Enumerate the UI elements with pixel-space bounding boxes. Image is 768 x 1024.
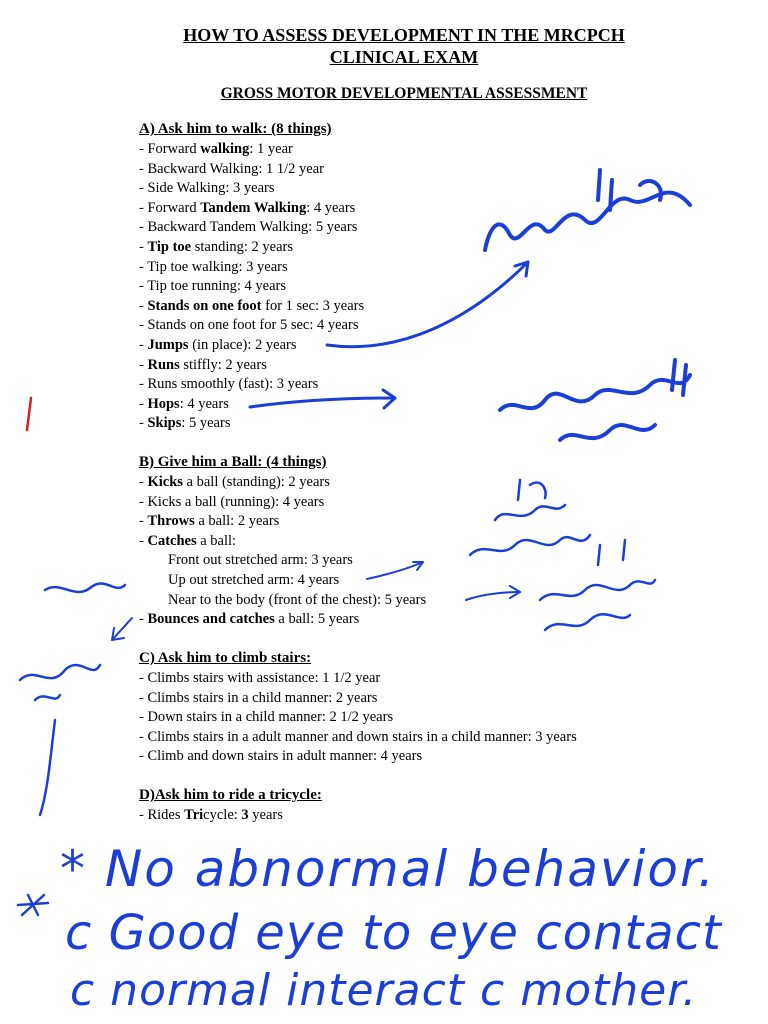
star-icon <box>18 895 48 915</box>
jumps-arrowhead <box>515 262 528 276</box>
document-title-line-2: CLINICAL EXAM <box>329 47 479 67</box>
red-margin-mark <box>27 398 31 430</box>
list-item-text: - Climbs stairs with assistance: 1 1/2 year <box>139 670 381 686</box>
list-item <box>139 669 380 689</box>
section-b-heading: B) Give him a Ball: (4 things) <box>139 454 327 470</box>
list-item-text: - <box>139 337 148 353</box>
list-item-text: : 4 years <box>179 395 229 412</box>
list-item-bold-text: Tandem Walking <box>200 199 307 216</box>
list-item <box>139 179 274 199</box>
list-item-text: - Tip toe running: 4 years <box>139 278 287 295</box>
list-item-text: - <box>139 297 148 314</box>
list-item <box>139 395 229 415</box>
handwritten-note-2: c Good eye to eye contact <box>65 905 722 961</box>
list-item-bold-text: 3 <box>241 807 249 823</box>
list-item <box>139 336 296 356</box>
list-item-text: - Runs smoothly (fast): 3 years <box>139 376 319 393</box>
list-item <box>168 591 426 611</box>
list-item-text: - Rides <box>139 807 185 823</box>
list-item-text: : 1 year <box>249 141 293 157</box>
list-item <box>139 297 364 317</box>
hops-arrowhead <box>383 390 395 408</box>
list-item <box>139 258 288 278</box>
list-item <box>139 356 267 376</box>
list-item <box>139 610 359 630</box>
list-item-text: : 4 years <box>306 199 356 216</box>
list-item-text: - <box>139 474 148 490</box>
list-item-text: - Tip toe walking: 3 years <box>139 258 288 275</box>
list-item <box>139 140 293 160</box>
list-item-text: a ball: 5 years <box>274 611 360 628</box>
list-item-bold-text: Kicks <box>147 474 183 490</box>
list-item-text: Up out stretched arm: 4 years <box>168 572 340 588</box>
list-item-bold-text: Hops <box>147 395 180 412</box>
list-item-text: - <box>139 356 148 373</box>
list-item-text: - Backward Walking: 1 1/2 year <box>139 160 324 177</box>
list-item-bold-text: Runs <box>147 356 180 373</box>
arabic-note-4 <box>540 580 655 600</box>
list-item-text: - Climb and down stairs in adult manner: 4 years <box>139 748 423 765</box>
document-title-line-1: HOW TO ASSESS DEVELOPMENT IN THE MRCPCH <box>183 25 625 45</box>
list-item-text: - Forward <box>139 199 201 216</box>
list-item-text: stiffly: 2 years <box>179 356 267 373</box>
list-item-text: years <box>248 807 283 823</box>
list-item <box>139 689 377 709</box>
list-item-text: : 5 years <box>181 415 231 432</box>
section-c-heading: C) Ask him to climb stairs: <box>139 650 312 666</box>
list-item-text: - Backward Tandem Walking: 5 years <box>139 219 358 236</box>
list-item-text: (in place): 2 years <box>188 337 297 353</box>
list-item-text: a ball (standing): 2 years <box>182 474 330 490</box>
list-item-text: - Stands on one foot for 5 sec: 4 years <box>139 317 359 334</box>
list-item-text: - <box>139 513 148 530</box>
list-item-text: - Forward <box>139 141 201 157</box>
list-item-bold-text: walking <box>200 141 250 157</box>
arabic-note-left <box>45 583 125 592</box>
list-item-text: - <box>139 395 148 412</box>
list-item-bold-text: Skips <box>147 415 182 432</box>
list-item-text: Front out stretched arm: 3 years <box>168 552 353 569</box>
handwritten-note-1: * No abnormal behavior. <box>60 840 716 898</box>
list-item <box>139 238 293 258</box>
list-item-text: - Side Walking: 3 years <box>139 180 275 197</box>
list-item <box>139 316 358 336</box>
arabic-note-1 <box>485 193 690 250</box>
list-item-bold-text: Bounces and catches <box>147 611 275 628</box>
list-item-text: standing: 2 years <box>191 239 294 255</box>
list-item-bold-text: Jumps <box>147 337 189 353</box>
list-item-text: Near to the body (front of the chest): 5 years <box>168 591 427 608</box>
list-item-text: cycle: <box>203 807 242 823</box>
section-d-heading: D)Ask him to ride a tricycle: <box>139 787 322 803</box>
list-item <box>139 747 422 767</box>
list-item <box>139 375 318 395</box>
hops-arrow <box>250 398 395 407</box>
list-item <box>139 532 236 552</box>
list-item-text: a ball: 2 years <box>194 513 280 530</box>
list-item-text: - Climbs stairs in a child manner: 2 years <box>139 689 378 706</box>
list-item <box>139 277 286 297</box>
list-item <box>139 512 279 532</box>
section-a-heading: A) Ask him to walk: (8 things) <box>139 121 332 137</box>
list-item-text: - Down stairs in a child manner: 2 1/2 years <box>139 709 394 726</box>
list-item-text: - <box>139 532 148 549</box>
list-item-text: for 1 sec: 3 years <box>261 297 365 314</box>
list-item-text: - Climbs stairs in a adult manner and down stairs in a child manner: 3 years <box>139 728 577 745</box>
list-item-bold-text: Throws <box>147 513 195 530</box>
list-item <box>139 199 355 219</box>
list-item <box>139 473 330 493</box>
arabic-note-2 <box>500 375 690 410</box>
list-item <box>139 806 283 826</box>
list-item-text: - Kicks a ball (running): 4 years <box>139 493 325 510</box>
list-item-text: - <box>139 239 148 255</box>
list-item-bold-text: Catches <box>147 532 197 549</box>
list-item-bold-text: Stands on one foot <box>147 297 262 314</box>
document-subtitle: GROSS MOTOR DEVELOPMENTAL ASSESSMENT <box>220 85 588 102</box>
list-item <box>139 708 393 728</box>
list-item-bold-text: Tri <box>184 807 204 823</box>
list-item <box>168 571 339 591</box>
list-item <box>139 414 230 434</box>
list-item-text: a ball: <box>196 532 237 549</box>
list-item <box>139 493 324 513</box>
arabic-note-3 <box>470 535 590 555</box>
list-item-bold-text: Tip toe <box>147 239 192 255</box>
list-item <box>139 218 357 238</box>
list-item <box>168 551 353 571</box>
handwritten-note-3: c normal interact c mother. <box>70 965 698 1016</box>
list-item <box>139 160 324 180</box>
list-item <box>139 728 577 748</box>
list-item-text: - <box>139 611 148 628</box>
list-item-text: - <box>139 415 148 432</box>
